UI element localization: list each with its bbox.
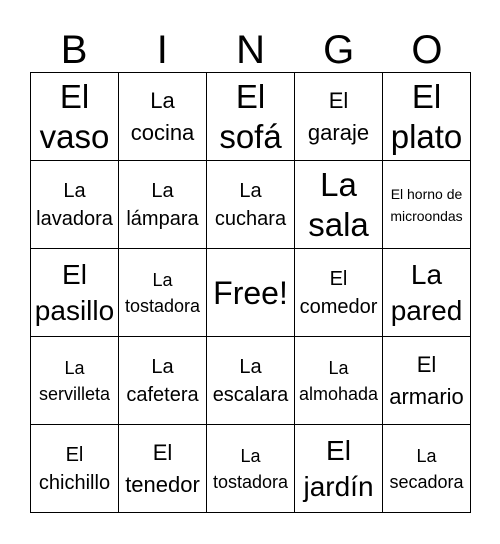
bingo-cell-label: El garaje xyxy=(307,87,370,145)
bingo-cell-label: El comedor xyxy=(299,267,378,318)
bingo-cell-label: El chichillo xyxy=(38,443,111,494)
bingo-cell[interactable] xyxy=(31,249,119,337)
bingo-cell[interactable] xyxy=(383,425,471,513)
bingo-card-grid xyxy=(30,72,471,513)
bingo-cell-label: La escalara xyxy=(212,355,289,406)
bingo-cell[interactable] xyxy=(383,73,471,161)
header-letter-b: B xyxy=(60,28,88,72)
bingo-cell[interactable] xyxy=(119,249,207,337)
bingo-cell[interactable] xyxy=(31,161,119,249)
bingo-cell-label: La secadora xyxy=(389,445,464,492)
bingo-cell-label: El armario xyxy=(389,351,464,409)
bingo-cell-label: La almohada xyxy=(298,357,379,404)
bingo-cell[interactable] xyxy=(295,337,383,425)
bingo-cell[interactable] xyxy=(383,249,471,337)
bingo-cell-label: La cuchara xyxy=(214,179,287,230)
header-letter-o: O xyxy=(411,28,443,72)
bingo-cell-label: Free! xyxy=(213,274,288,311)
bingo-free-space[interactable] xyxy=(207,249,295,337)
bingo-cell[interactable] xyxy=(119,425,207,513)
bingo-cell[interactable] xyxy=(295,161,383,249)
bingo-cell-label: La cocina xyxy=(130,87,195,145)
header-letter-g: G xyxy=(323,28,355,72)
bingo-cell-label: La tostadora xyxy=(124,269,201,316)
header-letter-i: I xyxy=(156,28,168,72)
bingo-cell-label: La pared xyxy=(390,258,463,326)
bingo-cell[interactable] xyxy=(207,425,295,513)
bingo-cell-label: El jardín xyxy=(303,434,374,502)
bingo-cell[interactable] xyxy=(119,337,207,425)
bingo-cell[interactable] xyxy=(207,73,295,161)
bingo-cell-label: La tostadora xyxy=(212,445,289,492)
bingo-cell[interactable] xyxy=(295,249,383,337)
bingo-cell[interactable] xyxy=(207,337,295,425)
bingo-cell[interactable] xyxy=(119,161,207,249)
header-letter-n: N xyxy=(236,28,265,72)
bingo-cell[interactable] xyxy=(207,161,295,249)
bingo-cell[interactable] xyxy=(383,161,471,249)
bingo-cell-label: El pasillo xyxy=(34,258,115,326)
bingo-cell-label: El sofá xyxy=(219,77,282,155)
bingo-cell[interactable] xyxy=(31,73,119,161)
bingo-cell-label: La lavadora xyxy=(36,179,113,230)
bingo-cell-label: La sala xyxy=(308,165,369,243)
bingo-cell[interactable] xyxy=(295,425,383,513)
bingo-cell-label: El horno de microondas xyxy=(390,185,463,224)
bingo-cell-label: La servilleta xyxy=(38,357,111,404)
bingo-cell-label: El plato xyxy=(390,77,463,155)
bingo-header xyxy=(30,28,471,72)
bingo-cell[interactable] xyxy=(31,425,119,513)
bingo-cell[interactable] xyxy=(383,337,471,425)
bingo-cell[interactable] xyxy=(119,73,207,161)
bingo-cell-label: La lámpara xyxy=(126,179,199,230)
bingo-cell-label: El tenedor xyxy=(125,439,200,497)
bingo-cell-label: La cafetera xyxy=(126,355,199,406)
bingo-cell-label: El vaso xyxy=(39,77,110,155)
bingo-cell[interactable] xyxy=(295,73,383,161)
bingo-cell[interactable] xyxy=(31,337,119,425)
